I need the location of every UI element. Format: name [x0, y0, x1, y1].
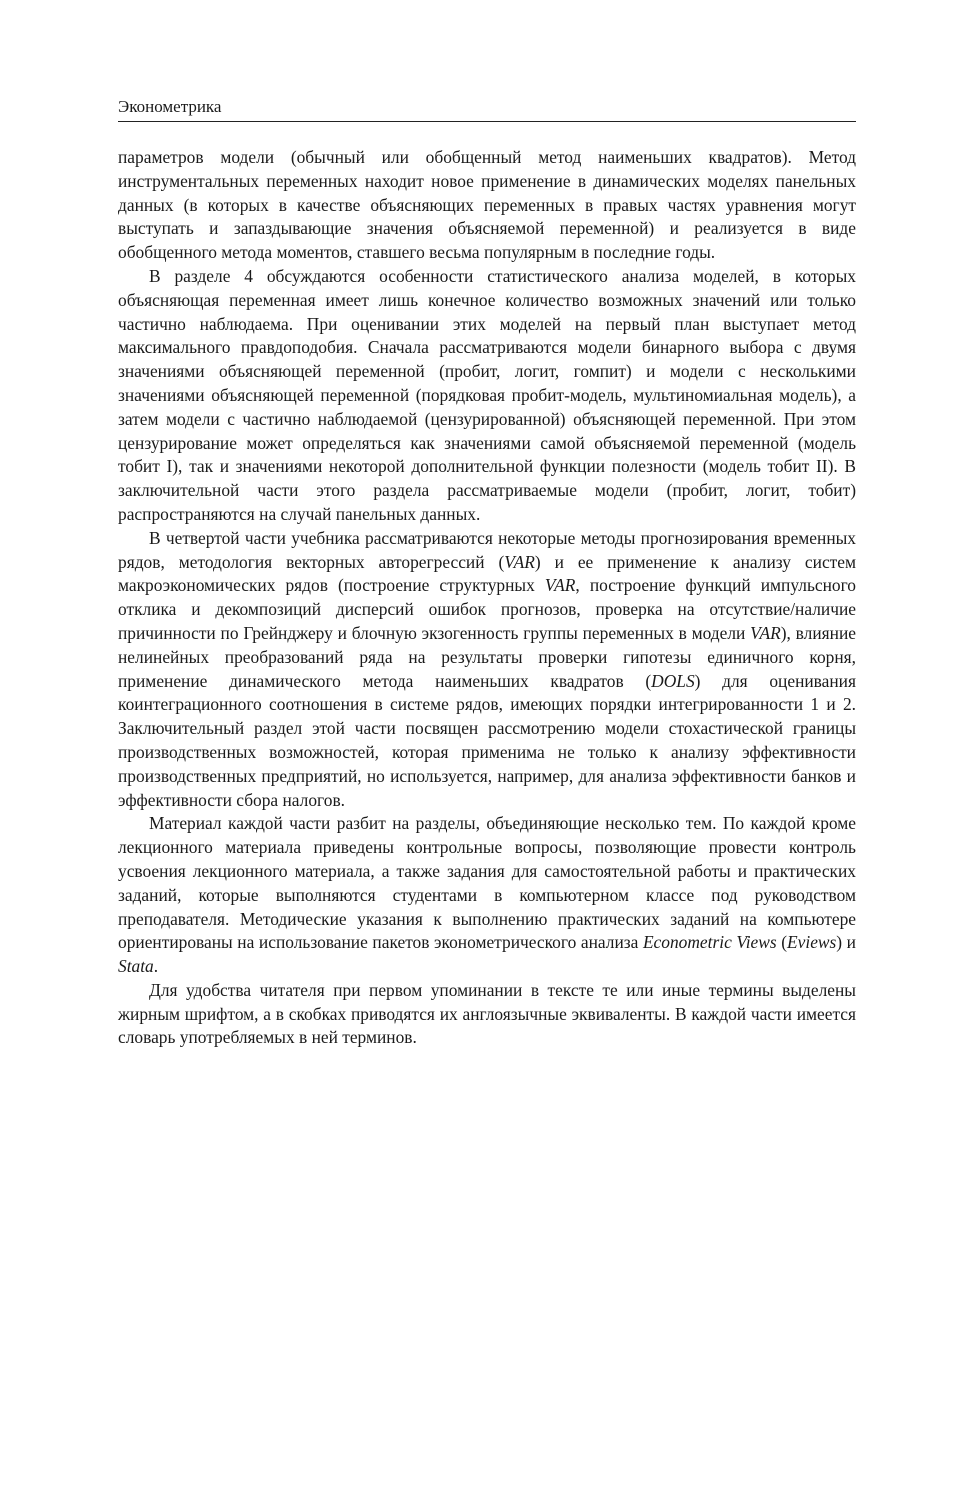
text-run: ) и ее применение к анализу систем макроэкономических рядов (построение структурных: [118, 551, 856, 596]
paragraph-continuation: параметров модели (обычный или обобщенный метод наименьших квадратов). Метод инструментальных переменных находит новое применение в динамических моделях панельных данных (в которых в качестве объясняющих переменных в правых частях уравнения могут выступать и запаздывающие значения объясняемой переменной) и реализуется в виде обобщенного метода моментов, ставшего весьма популярным в последние годы.: [118, 147, 856, 263]
italic-term-stata: Stata: [118, 956, 154, 977]
paragraph-materials: [118, 812, 856, 979]
italic-term-var: VAR: [544, 575, 576, 596]
italic-term-eviews: Eviews: [787, 932, 837, 953]
paragraph-section-4: В разделе 4 обсуждаются особенности статистического анализа моделей, в которых объясняющая переменная имеет лишь конечное количество возможных значений или только частично наблюдаема. При оценивании этих моделей на первый план выступает метод максимального правдоподобия. Сначала рассматриваются модели бинарного выбора с двумя значениями объясняющей переменной (пробит, логит, гомпит) и модели с несколькими значениями объясняющей переменной (порядковая пробит-модель, мультиномиальная модель), а затем модели с частично наблюдаемой (цензурированной) объясняющей переменной. При этом цензурирование может определяться как значениями самой объясняемой переменной (модель тобит I), так и значениями некоторой дополнительной функции полезности (модель тобит II). В заключительной части этого раздела рассматриваемые модели (пробит, логит, тобит) распространяются на случай панельных данных.: [118, 265, 856, 524]
text-run: Материал каждой части разбит на разделы, объединяющие несколько тем. По каждой кроме лекционного материала приведены контрольные вопросы, позволяющие провести контроль усвоения лекционного материала, а также задания для самостоятельной работы и практических заданий, которые выполняются студентами в компьютерном классе под руководством преподавателя. Методические указания к выполнению практических заданий на компьютере ориентированы на использование пакетов эконометрического анализа: [118, 813, 856, 953]
running-title: Эконометрика: [118, 97, 222, 116]
italic-term-var: VAR: [750, 622, 781, 643]
running-header: [118, 96, 856, 122]
text-run: В четвертой части учебника рассматриваются некоторые методы прогнозирования временных рядов, методология векторных авторегрессий (: [118, 527, 856, 572]
italic-term-dols: DOLS: [651, 670, 695, 691]
text-run: (: [776, 932, 788, 953]
paragraph-conventions: Для удобства читателя при первом упоминании в тексте те или иные термины выделены жирным шрифтом, а в скобках приводятся их англоязычные эквиваленты. В каждой части имеется словарь употребляемых в ней терминов.: [118, 979, 856, 1048]
text-run: .: [153, 956, 159, 977]
body-text: [118, 146, 856, 1050]
text-run: ) для оценивания коинтеграционного соотношения в системе рядов, имеющих порядки интегрированности 1 и 2. Заключительный раздел этой части посвящен рассмотрению модели стохастической границы производственных возможностей, которая применима не только к анализу эффективности производственных предприятий, но используется, например, для анализа эффективности банков и эффективности сбора налогов.: [118, 670, 856, 810]
text-run: ), влияние нелинейных преобразований ряда на результаты проверки гипотезы единичного корня, применение динамического метода наименьших квадратов (: [118, 622, 856, 691]
italic-term-econometric-views: Econometric Views: [642, 932, 777, 953]
text-run: , построение функций импульсного отклика и декомпозиций дисперсий ошибок прогнозов, проверка на отсутствие/наличие причинности по Грейнджеру и блочную экзогенность группы переменных в модели: [118, 575, 857, 643]
paragraph-part-4: [118, 527, 856, 813]
italic-term-var: VAR: [504, 551, 535, 572]
text-run: ) и: [836, 932, 856, 953]
